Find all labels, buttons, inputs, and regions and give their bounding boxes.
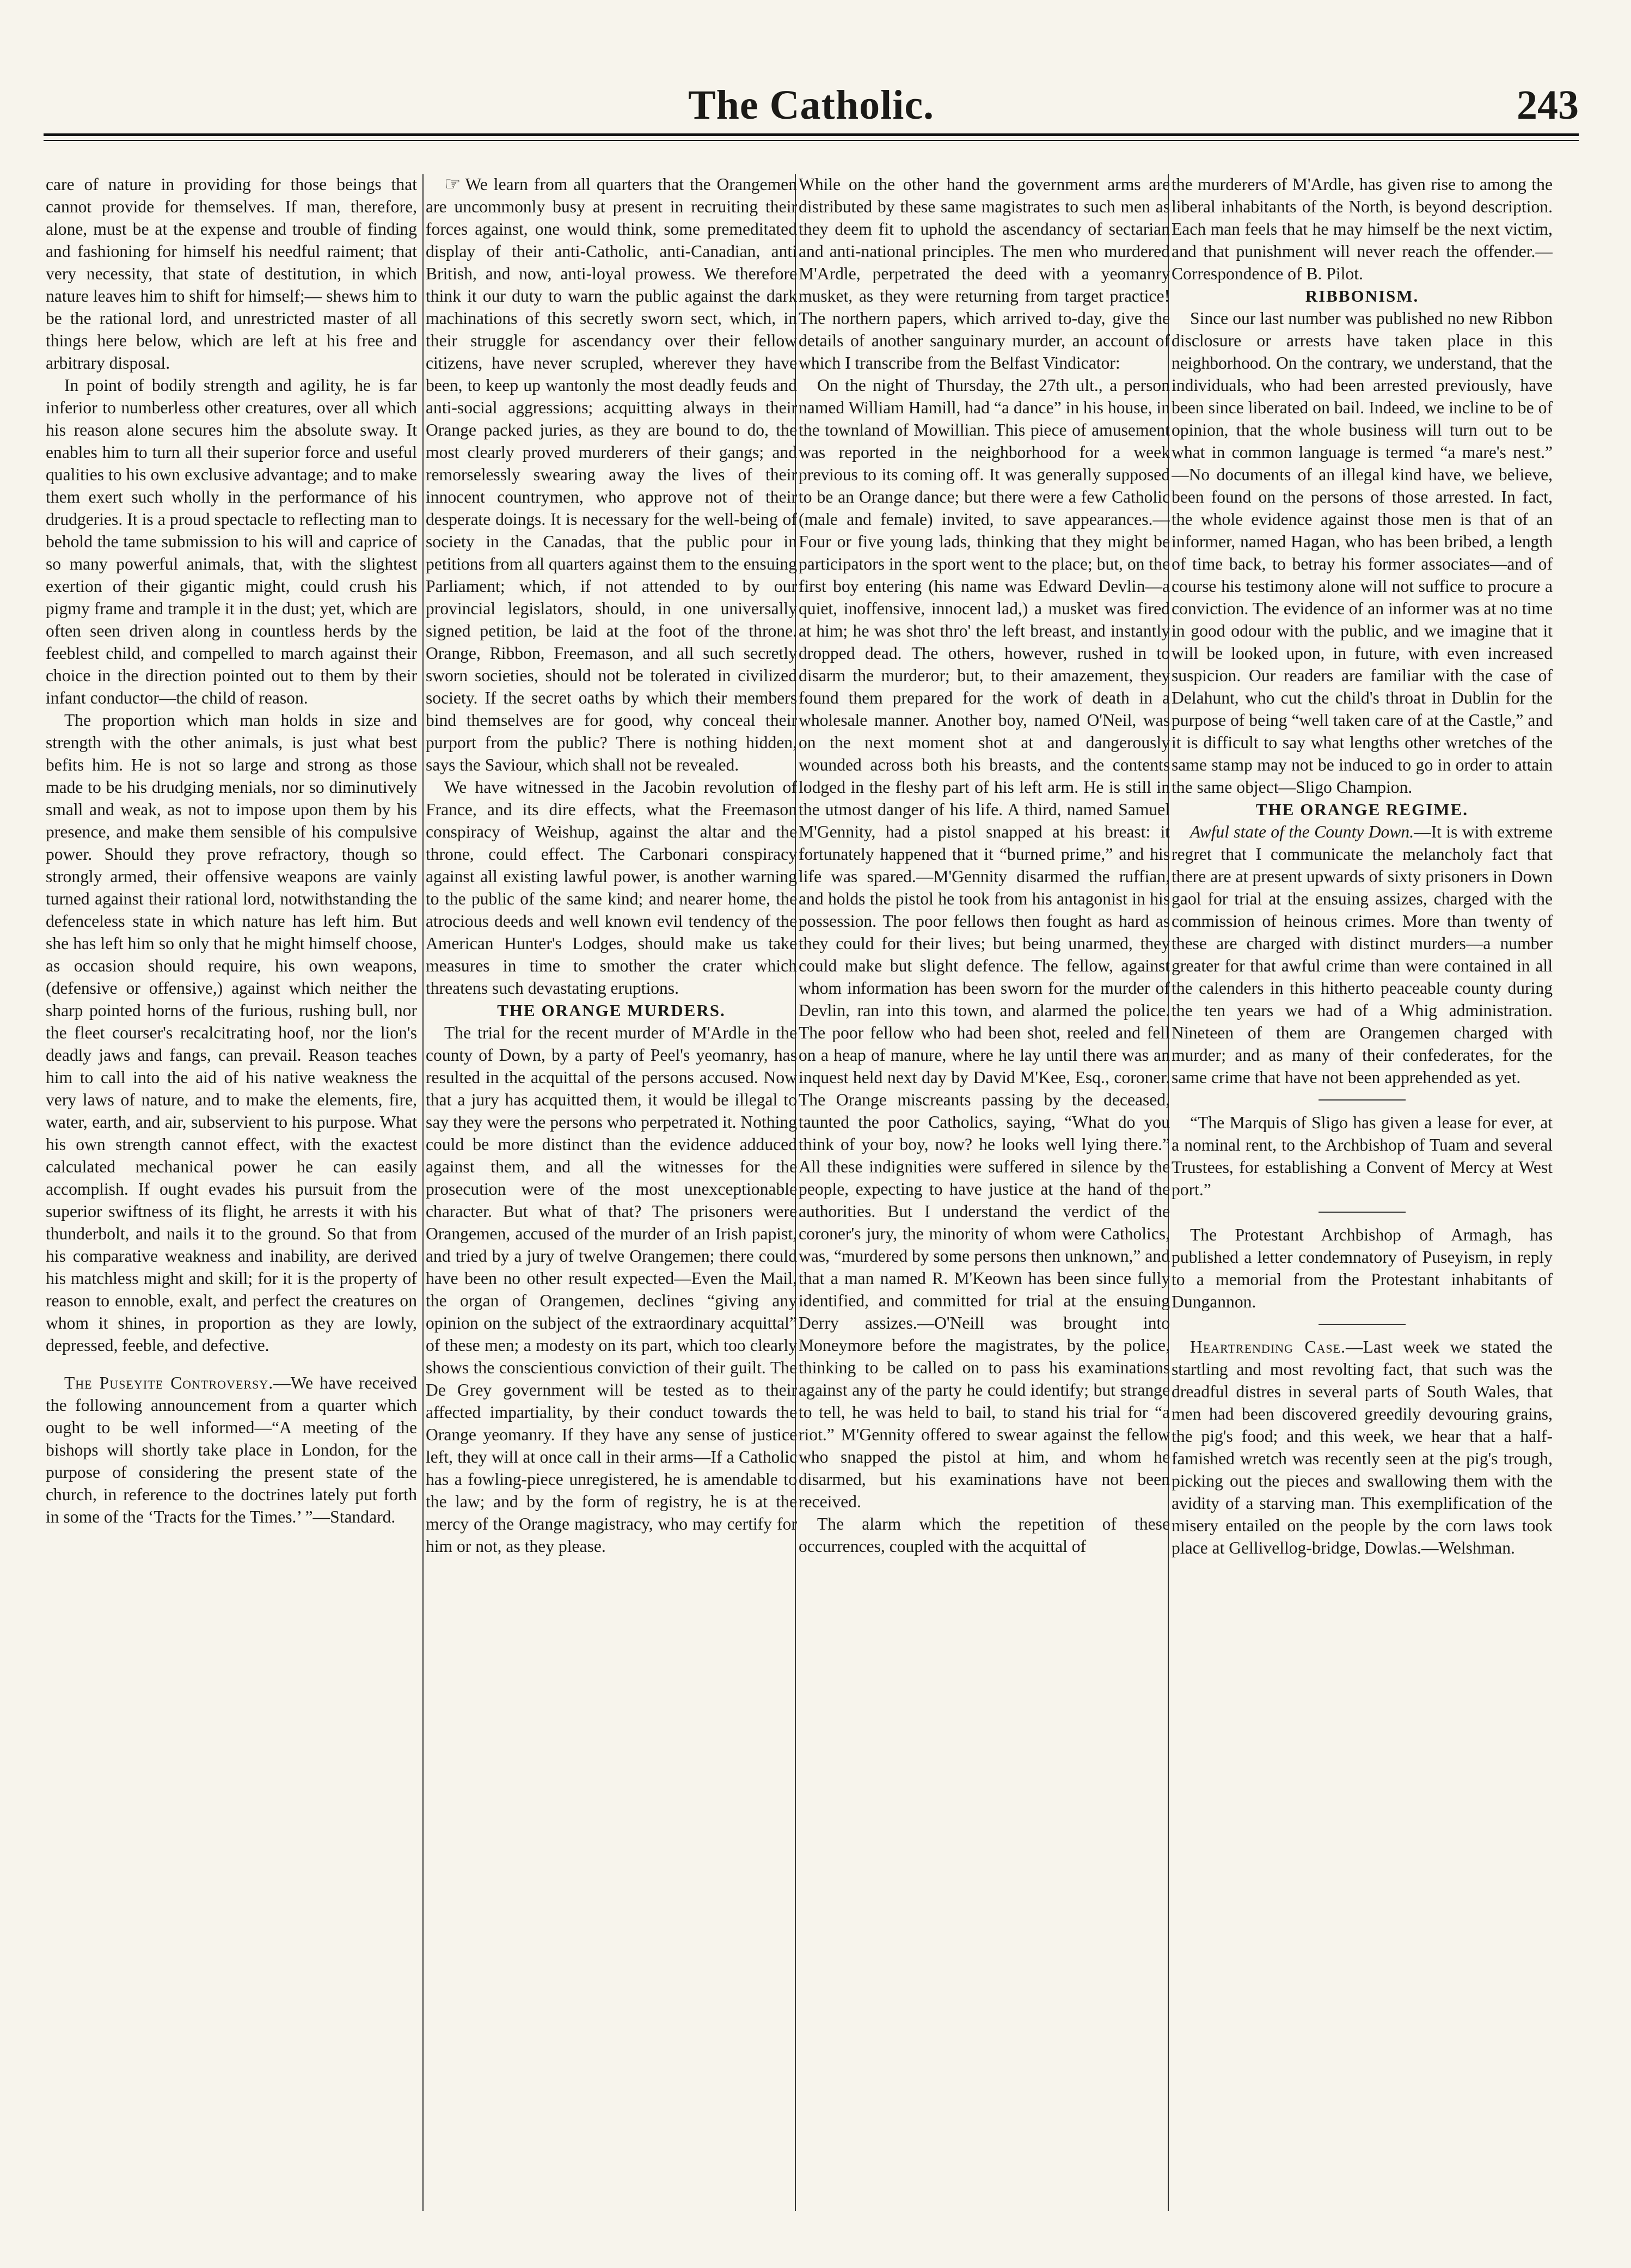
separator-rule [1319, 1099, 1406, 1101]
article-text: —We have received the following announcement from a quarter which ought to be well informed—“A meeting of the bishops will shortly take place in London, for the purpose of considering the present state of the church, in reference to the doctrines lately put forth in some of the ‘Tracts for the Times.’ ”—Standard. [46, 1373, 417, 1526]
masthead [44, 82, 1579, 131]
separator-rule [1319, 1324, 1406, 1325]
article-lead: Heartrending Case. [1190, 1337, 1346, 1356]
masthead-rule-thin [44, 140, 1579, 141]
section-heading: RIBBONISM. [1305, 286, 1419, 305]
article-lead: The Puseyite Controversy. [64, 1373, 274, 1392]
article-paragraph: We have witnessed in the Jacobin revolution of France, and its dire effects, what the Freemason conspiracy of Weishup, against the altar and the throne, could effect. The Carbonari conspiracy against all existing lawful power, is another warning to the public of the same kind; and nearer home, the atrocious deeds and well known evil tendency of the American Hunter's Lodges, should make us take measures in time to smother the crater which threatens such devastating eruptions. [426, 778, 797, 998]
article-paragraph: The Protestant Archbishop of Armagh, has published a letter condemnatory of Puseyism, in reply to a memorial from the Protestant inhabitants of Dungannon. [1172, 1225, 1553, 1311]
article-paragraph: On the night of Thursday, the 27th ult., a person named William Hamill, had “a dance” in his house, in the townland of Mowillian. This piece of amusement was reported in the neighborhood for a week previous to its coming off. It was generally supposed to be an Orange dance; but there were a few Catholic (male and female) invited, to save appearances.—Four or five young lads, thinking that they might be participators in the sport went to the place; but, on the first boy entering (his name was Edward Devlin—a quiet, inoffensive, innocent lad,) a musket was fired at him; he was shot thro' the left breast, and instantly dropped dead. The others, however, rushed in to disarm the murderor; but, to their amazement, they found them prepared for the work of death in a wholesale manner. Another boy, named O'Neil, was on the next moment shot at and dangerously wounded across both his breasts, and the contents lodged in the fleshy part of his left arm. He is still in the utmost danger of his life. A third, named Samuel M'Gennity, had a pistol snapped at his breast: it fortunately happened that it “burned prime,” and his life was spared.—M'Gennity disarmed the ruffian, and holds the pistol he took from his antagonist in his possession. The poor fellows then fought as hard as they could for their lives; but being unarmed, they could make but slight defence. The fellow, against whom information has been sworn for the murder of Devlin, ran into this town, and alarmed the police. The poor fellow who had been shot, reeled and fell on a heap of manure, where he lay until there was an inquest held next day by David M'Kee, Esq., coroner. The Orange miscreants passing by the deceased, taunted the poor Catholics, saying, “What do you think of your boy, now? he looks well lying there.” All these indignities were suffered in silence by the people, expecting to have justice at the hand of the authorities. But I understand the verdict of the coroner's jury, the minority of whom were Catholics, was, “murdered by some persons then unknown,” and that a man named R. M'Keown has been since fully identified, and committed for trial at the ensuing Derry assizes.—O'Neill was brought into Moneymore before the magistrates, by the police, thinking to be called on to pass his examinations against any of the party he could identify; but strange to tell, he was held to bail, to stand his trial for “a riot.” M'Gennity offered to swear against the fellow who snapped the pistol at him, and whom he disarmed, but his examinations have not been received. [799, 376, 1170, 1511]
article-paragraph: While on the other hand the government arms are distributed by these same magistrates to such men as they deem fit to uphold the ascendancy of sectarian and anti-national principles. The men who murdered M'Ardle, perpetrated the deed with a yeomanry musket, as they were returning from target practice! The northern papers, which arrived to-day, give the details of another sanguinary murder, an account of which I transcribe from the Belfast Vindicator: [799, 175, 1170, 372]
article-paragraph: care of nature in providing for those beings that cannot provide for themselves. If man, therefore, alone, must be at the expense and trouble of finding and fashioning for himself his needful raiment; that very necessity, that state of destitution, in which nature leaves him to shift for himself;— shews him to be the rational lord, and unrestricted master of all things here below, which are left at his free and arbitrary disposal. [46, 175, 417, 372]
masthead-rule-thick [44, 133, 1579, 136]
page-number: 243 [1517, 82, 1579, 128]
article-lead: Awful state of the County Down. [1190, 822, 1414, 841]
article-text: —Last week we stated the startling and most revolting fact, that such was the dreadful distres in several parts of South Wales, that men had been discovered greedily devouring grains, the pig's food; and this week, we hear that a half-famished wretch was recently seen at the pig's trough, picking out the pieces and swallowing them with the avidity of a starving man. This exemplification of the misery entailed on the people by the corn laws took place at Gellivellog-bridge, Dowlas.—Welshman. [1172, 1337, 1553, 1557]
newspaper-title: The Catholic. [688, 82, 935, 128]
column-2 [426, 173, 797, 2210]
column-4 [1172, 173, 1553, 2210]
article-paragraph: The trial for the recent murder of M'Ardle in the county of Down, by a party of Peel's yeomanry, has resulted in the acquittal of the persons accused. Now that a jury has acquitted them, it would be illegal to say they were the persons who perpetrated it. Nothing could be more distinct than the evidence adduced against them, and all the witnesses for the prosecution were of the most unexceptionable character. But what of that? The prisoners were Orangemen, accused of the murder of an Irish papist, and tried by a jury of twelve Orangemen; there could have been no other result expected—Even the Mail, the organ of Orangemen, declines “giving any opinion on the subject of the extraordinary acquittal” of these men; a modesty on its part, which too clearly shows the conscientious conviction of their guilt. The De Grey government will be tested as to their affected impartiality, by their conduct towards the Orange yeomanry. If they have any sense of justice left, they will at once call in their arms—If a Catholic has a fowling-piece unregistered, he is amendable to the law; and by the form of registry, he is at the mercy of the Orange magistracy, who may certify for him or not, as they please. [426, 1023, 797, 1556]
article-paragraph: The proportion which man holds in size and strength with the other animals, is just what best befits him. He is not so large and strong as those made to be his drudging menials, nor so diminutively small and weak, as not to impose upon them by his presence, and make them sensible of his compulsive power. Should they prove refractory, though so strongly armed, their offensive weapons are vainly turned against their rational lord, notwithstanding the defenceless state in which nature has left him. But she has left him so only that he might himself choose, as occasion should require, his own weapons, (defensive or offensive,) against which neither the sharp pointed horns of the furious, rushing bull, nor the fleet courser's recalcitrating hoof, nor the lion's deadly jaws and fangs, can prevail. Reason teaches him to call into the aid of his native weakness the very laws of nature, and to make the elements, fire, water, earth, and air, subservient to his purpose. What his own strength cannot effect, with the exactest calculated mechanical power he can easily accomplish. If ought evades his pursuit from the superior swiftness of its flight, he arrests it with his thunderbolt, and nails it to the ground. So that from his comparative weakness and inability, are derived his matchless might and skill; for it is the property of reason to ennoble, exalt, and perfect the creatures on whom it shines, in proportion as they are lowly, depressed, feeble, and defective. [46, 711, 417, 1355]
article-text: —It is with extreme regret that I communicate the melancholy fact that there are at present upwards of sixty prisoners in Down gaol for trial at the ensuing assizes, charged with the commission of heinous crimes. More than twenty of these are charged with distinct murders—a number greater for that awful crime than were contained in all the calenders in this hitherto peaceable county during the ten years we had of a Whig administration. Nineteen of them are Orangemen charged with murder; and as many of their confederates, for the same crime that have not been apprehended as yet. [1172, 822, 1553, 1087]
article-paragraph: In point of bodily strength and agility, he is far inferior to numberless other creatures, over all which his reason alone secures him the absolute sway. It enables him to turn all their superior force and useful qualities to his own exclusive advantage; and to make them exert such wholly in the performance of his drudgeries. It is a proud spectacle to reflecting man to behold the tame submission to his will and caprice of so many powerful animals, that, with the slightest exertion of their gigantic might, could crush his pigmy frame and trample it in the dust; yet, which are often seen driven along in countless herds by the feeblest child, and compelled to march against their choice in the direction pointed out to them by their infant conductor—the child of reason. [46, 376, 417, 707]
article-text: We learn from all quarters that the Orangemen are uncommonly busy at present in recruiting their forces against, one would think, some premeditated display of their anti-Catholic, anti-Canadian, anti British, and now, anti-loyal prowess. We therefore think it our duty to warn the public against the dark machinations of this secretly sworn sect, which, in their struggle for ascendancy over their fellow citizens, have never scrupled, wherever they have been, to keep up wantonly the most deadly feuds and anti-social aggressions; acquitting always in their Orange packed juries, as they are bound to do, the most clearly proved murderers of their gangs; and remorselessly swearing away the lives of their innocent countrymen, who approve not of their desperate doings. It is necessary for the well-being of society in the Canadas, that the public pour in petitions from all quarters against them to the ensuing Parliament; which, if not attended to by our provincial legislators, should, in one universally signed petition, be laid at the foot of the throne. Orange, Ribbon, Freemason, and all such secretly sworn societies, should not be tolerated in civilized society. If the secret oaths by which their members bind themselves are for good, why conceal their purport from the public? There is nothing hidden, says the Saviour, which shall not be revealed. [426, 175, 797, 774]
column-rule [422, 174, 424, 2211]
section-heading: THE ORANGE REGIME. [1256, 800, 1468, 819]
article-paragraph [426, 173, 797, 776]
column-3 [799, 173, 1170, 2210]
section-heading: THE ORANGE MURDERS. [497, 1001, 726, 1020]
article-paragraph: Since our last number was published no new Ribbon disclosure or arrests have taken place in this neighborhood. On the contrary, we understand, that the individuals, who had been arrested previously, have been since liberated on bail. Indeed, we incline to be of opinion, that the whole business will turn out to be what in common language is termed “a mare's nest.” —No documents of an illegal kind have, we believe, been found on the persons of those arrested. In fact, the whole evidence against those men is that of an informer, named Hagan, who has been bribed, a length of time back, to betray his former associates—and of course his testimony alone will not suffice to procure a conviction. The evidence of an informer was at no time in good odour with the public, and we imagine that it will be looked upon, in future, with even increased suspicion. Our readers are familiar with the case of Delahunt, who cut the child's throat in Dublin for the purpose of being “well taken care of at the Castle,” and it is difficult to say what lengths other wretches of the same stamp may not be induced to go in order to attain the same object—Sligo Champion. [1172, 309, 1553, 797]
separator-rule [1319, 1212, 1406, 1213]
article-paragraph [1172, 1336, 1553, 1559]
article-paragraph: “The Marquis of Sligo has given a lease for ever, at a nominal rent, to the Archbishop of Tuam and several Trustees, for establishing a Convent of Mercy at West port.” [1172, 1113, 1553, 1199]
column-1 [46, 173, 417, 2210]
article-paragraph [1172, 821, 1553, 1089]
article-paragraph [46, 1372, 417, 1528]
article-paragraph: the murderers of M'Ardle, has given rise to among the liberal inhabitants of the North, is beyond description. Each man feels that he may himself be the next victim, and that punishment will never reach the offender.—Correspondence of B. Pilot. [1172, 175, 1553, 283]
pointing-hand-icon: ☞ [444, 174, 461, 194]
article-paragraph: The alarm which the repetition of these occurrences, coupled with the acquittal of [799, 1514, 1170, 1556]
